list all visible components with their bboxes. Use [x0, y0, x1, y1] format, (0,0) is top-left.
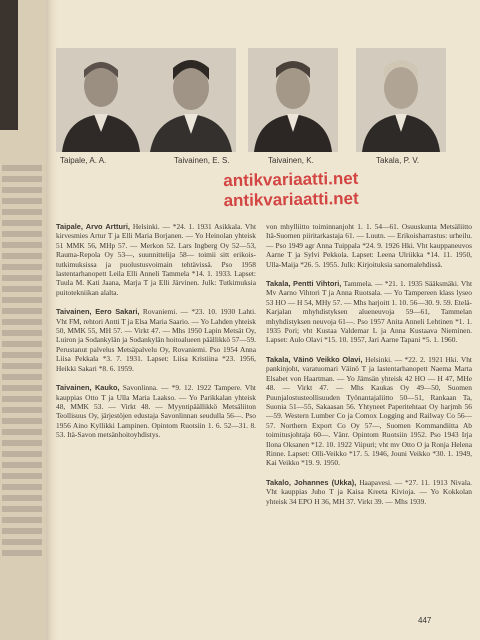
- entry: [56, 383, 256, 439]
- entry: [56, 222, 256, 297]
- entry-name: Taivainen, Eero Sakari,: [56, 307, 140, 317]
- watermark: [151, 168, 432, 213]
- entry-text: Rovaniemi. — *23. 10. 1930 Lahti. Vht FM, rehtori Antti T ja Elsa Maria Saario. — Yo Lahden yhteisk 50, MMK 55, MH 57. — Virkt 47. — Mhs 1950 Lapin Metsät Oy, Luiron ja Sodankylän ja Sodankylän hoitoalueen päällikkö 57—59. Perustanut palvelus Metsäpalvelu Oy, Rovaniemi. Pso 1954 Anna Liisa Pekkala *3. 7. 1931. Lapset: Liisa Kristiina *23. 1956, Heikki Sakari *8. 6. 1959.: [56, 307, 256, 373]
- entry-name: Taivainen, Kauko,: [56, 383, 120, 393]
- entry-name: Takala, Väinö Veikko Olavi,: [266, 354, 363, 364]
- entry-text: Helsinki. — *22. 2. 1921 Hki. Vht pankinjoht, varatuomari Väinö T ja lastentarhanopett Naema Marta Elsabet von Haartman. — Yo Jämsän yhteisk 42 HO — H 47, MHe 48. — Virkt 47. — Mhs Kaukas Oy 49—50, Suomen Puunjalostusteollisuuden Työnantajaliitto 50—51, Rankaan Ta, Suonia 51—55, Sakaasan 56. Yhtyneet Paperitehtaat Oy harjmh 56—59. Western Lumber Co ja Comox Logging and Railway Co 56—57. Northern Export Co Oy 57—, Suomen Kommandiitta Ab toimitusjohtaja 60—. Vänr. Opintom Ruotsiin 1952. Pso 1943 Irja Ilona Oksanen *12. 10. 1922 Viipuri; vht mv Otto O ja Ronja Helena Rinne. Lapset: Olli-Veikko *17. 5. 1946, Jouni Veikko *30. 1. 1949, Kai Veikko *19. 9. 1950.: [266, 354, 472, 468]
- left-column: [56, 222, 256, 450]
- portrait-2: [146, 48, 236, 152]
- entry: [266, 279, 472, 345]
- previous-page-photo: [0, 0, 18, 130]
- previous-page-edge: [0, 0, 46, 640]
- entry-text: von mhylliitto toiminnanjoht 1. 1. 54—61. Osuuskunta Metsäliitto Itä-Suomen piiritarkastaja 61. — Luutn. — Erikoisharrastus: urheilu. — Pso 1949 agr Anna Tuippala *24. 9. 1926 Hki. Vht kauppaneuvos Aarne T ja Sylvi Pekkola. Lapset: Leena Ulriikka *14. 11. 1950, Ulla-Maija *26. 5. 1955. Julk: Kirjoituksia sanomalehdissä.: [266, 222, 472, 269]
- entry-text: Tammela. — *21. 1. 1935 Sääksmäki. Vht Mv Aarno Vihtori T ja Anna Ruotsala. — Yo Tampereen klass lyseo 53 HO — H 54, MHy 57. — Mhs harjoitt 1. 10. 56—30. 9. 59. Etelä-Karjalan mhyhdistyksen alueneuvoja 59—61, Tammelan mhyhdistyksen neuvoja 61—. Pso 1957 Anita Anneli Lehtinen *1. 1. 1935 Pori; vht Kustaa Valdemar L ja Anna Kustaava Nieminen. Lapset: Aulo Olavi *15. 10. 1957, Jari Aarne Tapani *5. 1. 1960.: [266, 279, 473, 345]
- watermark-line-1: antikvariaatti.net: [223, 168, 359, 191]
- entry: [56, 307, 256, 373]
- entry: [266, 478, 472, 506]
- portrait-3: [248, 48, 338, 152]
- caption-3: Taivainen, K.: [268, 156, 314, 165]
- entry-name: Takalo, Johannes (Ukka),: [266, 477, 357, 487]
- entry: [266, 222, 472, 269]
- entry-name: Taipale, Arvo Artturi,: [56, 222, 130, 231]
- entry: [266, 355, 472, 468]
- caption-4: Takala, P. V.: [376, 156, 420, 165]
- caption-1: Taipale, A. A.: [60, 156, 107, 165]
- page-number: 447: [418, 616, 432, 625]
- watermark-line-2: antikvariaatti.net: [223, 188, 359, 211]
- entry-text: Haapavesi. — *27. 11. 1913 Nivala. Vht kauppias Juho T ja Kaisa Kreeta Kivioja. — Yo Kokkolan yhteisk 34 EPO H 36, MH 37. Virkt 39. — Mhs 1939.: [266, 477, 473, 506]
- entry-text: Savonlinna. — *9. 12. 1922 Tampere. Vht kauppias Otto T ja Ulla Maria Laakso. — Yo Parikkalan yhteisk 48, MMK 53. — Virkt 48. — Myyntipäällikkö Metsäliiton Teollisuus Oy, järjestöjen edustaja Savonlinnan seudulla 56—. Pso 1956 Aino Kyllikki Lampinen. Opintom Ruotsiin 1. 6. 52—31. 8. 53. Itä-Savon metsänhoitoyhdistys.: [56, 383, 256, 440]
- portrait-1: [56, 48, 146, 152]
- caption-2: Taivainen, E. S.: [174, 156, 230, 165]
- portrait-4: [356, 48, 446, 152]
- entry-text: Helsinki. — *24. 1. 1931 Asikkala. Vht kirvesmies Artur T ja Elli Maria Borjanen. — Yo Heinolan yhteisk 51 MMK 56, MHp 57. — Merkon 52. Lars Ingberg Oy 52—53, Rauma-Repola Oy 53—, suunnittelija 58— toimii sitt erikois- tutkimuksissa ja puolustusvoimain tehtävissä. Pso 1958 lastentarhanopett Leila Elli Anneli Tammela *14. 1. 1933. Lapset: Tuula M. Kati Jaana, Marja T ja Elli Järvinen. Julk: Tutkimuksia puitotekniikan alalta.: [56, 222, 256, 297]
- book-page: [46, 0, 480, 640]
- right-column: [266, 222, 472, 516]
- entry-name: Takala, Pentti Vihtori,: [266, 279, 342, 289]
